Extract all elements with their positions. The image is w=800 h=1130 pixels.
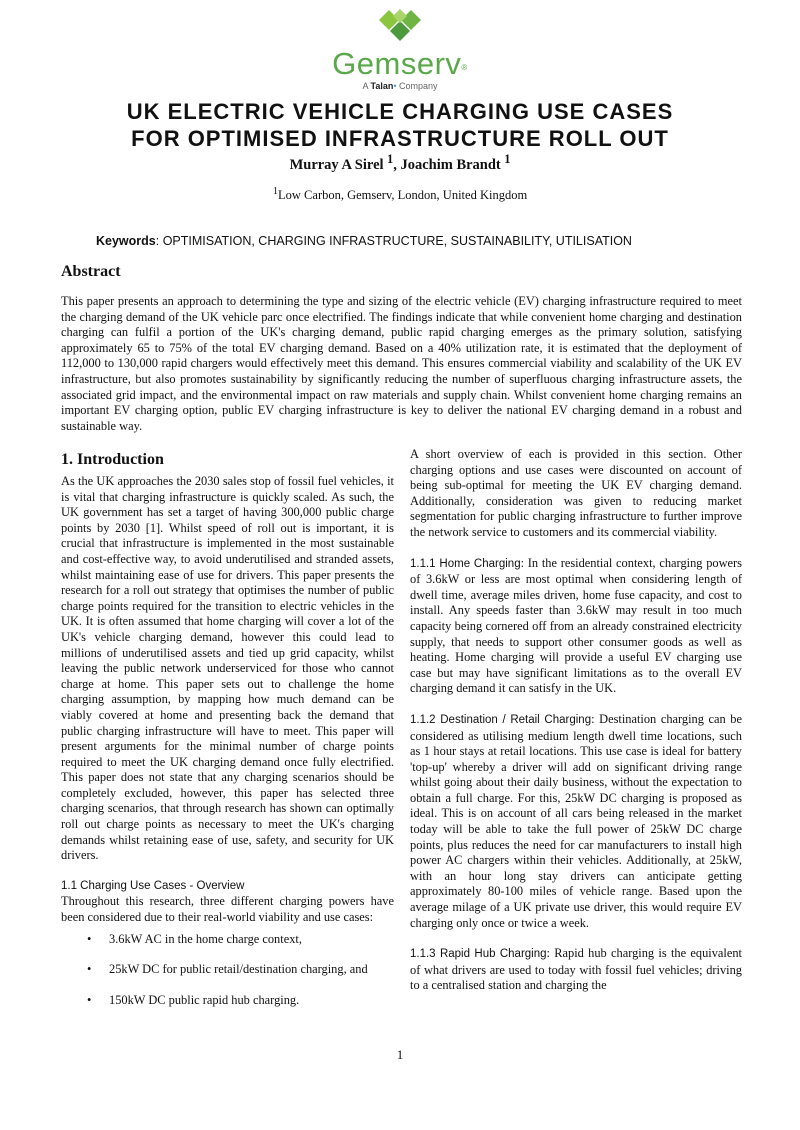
left-column	[61, 450, 394, 1023]
authors: Murray A Sirel $^1$, Joachim Brandt $^1$	[289, 152, 511, 173]
abstract-text: This paper presents an approach to determining the type and sizing of the electric vehicle (EV) charging infrastructure required to meet the charging demand of the UK vehicle parc once electrified. The findings indicate that while convenient home charging and destination charging can fulfil a portion of the UK's charging demand, public rapid charging emerges as the primary solution, satisfying approximately 65 to 75% of the total EV charging demand. Based on a 40% utilization rate, it is estimated that the deployment of 112,000 to 130,000 rapid chargers would effectively meet this demand. This ensures commercial viability and scalability of the UK EV infrastructure, but also promotes sustainability by significantly reducing the number of superfluous charging infrastructure assets, the associated grid impact, and the environmental impact on raw materials and supply chain. Whilst convenient home charging remains an important EV charging option, public EV charging infrastructure is key to deliver the national EV charging demand in a robust and sustainable way.	[61, 294, 742, 433]
gemserv-diamond-icon	[377, 8, 423, 46]
section-heading-introduction: 1. Introduction	[61, 451, 164, 468]
rapid-hub-charging-label: 1.1.3 Rapid Hub Charging	[410, 948, 547, 961]
list-item: • 25kW DC for public retail/destination charging, and	[109, 962, 394, 978]
keywords: Keywords: OPTIMISATION, CHARGING INFRASTRUCTURE, SUSTAINABILITY, UTILISATION	[96, 234, 632, 248]
overview-continued-paragraph: A short overview of each is provided in this section. Other charging options and use cases were discounted on account of being sub-optimal for meeting the UK EV charging demand. Additionally, consideration was given to reducing market segmentation for public charging infrastructure to further improve the network service to customers and its commercial viability.	[410, 447, 742, 539]
destination-charging-label: 1.1.2 Destination / Retail Charging	[410, 713, 592, 726]
affiliation: $^1$Low Carbon, Gemserv, London, United Kingdom	[272, 186, 528, 203]
subsection-heading-overview: 1.1 Charging Use Cases - Overview	[61, 879, 245, 892]
abstract-heading: Abstract	[61, 263, 121, 280]
overview-paragraph: Throughout this research, three different charging powers have been considered due to their real-world viability and use cases:	[61, 894, 394, 925]
right-column	[410, 447, 742, 994]
page-number: 1	[396, 1047, 404, 1062]
logo-tagline: A Talan• Company	[362, 81, 438, 91]
home-charging-label: 1.1.1 Home Charging	[410, 557, 521, 570]
gemserv-logo	[0, 8, 800, 92]
home-charging-paragraph: 1.1.1 Home Charging: In the residential context, charging powers of 3.6kW or less are most optimal when considering length of dwell time, average miles driven, home fuse capacity, and cost to install. Any speeds faster than 3.6kW may result in too much capacity being cornered off from an already constrained electricity supply, that needs to support other consumer goods as well as heating. Home charging will provide a useful EV charging use case but may have significant limitations as to the overall EV charging demand it can satisfy in the UK.	[410, 555, 742, 696]
destination-charging-paragraph: 1.1.2 Destination / Retail Charging: Destination charging can be considered as utilising medium length dwell time locations, such as 1 hour stays at retail locations. This use case is ideal for battery 'top-up' whereby a driver will add on significant driving range whilst going about their daily business, without the expectation to obtain a full charge. For this, 25kW DC charging is proposed as ideal. This is on account of all cars being released in the market today will be able to take the full power of 25kW DC charge points, plus reduces the need for car manufacturers to install high power AC chargers within their vehicles. Additionally, at 25kW, with an hour long stay drivers can anticipate getting approximately 80-100 miles of vehicle range. Based upon the average milage of a UK private use driver, this would require EV charging only once or twice a week.	[410, 711, 742, 930]
charging-power-list	[61, 932, 394, 1009]
list-item: • 3.6kW AC in the home charge context,	[109, 932, 394, 948]
rapid-hub-charging-paragraph: 1.1.3 Rapid Hub Charging: Rapid hub charging is the equivalent of what drivers are used to today with fossil fuel vehicles; driving to a centralised station and charging the	[410, 946, 742, 993]
intro-paragraph: As the UK approaches the 2030 sales stop of fossil fuel vehicles, it is vital that charging infrastructure is quickly scaled. As such, the UK government has set a target of having 300,000 public charge points by 2030 [1]. Whilst speed of roll out is important, it is crucial that infrastructure is implemented in the most sustainable and cost-effective way, to avoid underutilised and stranded assets, whilst maintaining ease of use for drivers. This paper presents the research for a roll out strategy that optimises the number of public charge points required for the transition to electric vehicles in the UK. It is often assumed that home charging will cover a lot of the UK's vehicle charging demand, however this could lead to millions of underutilised assets and tied up grid capacity, whilst leaving the public network underserviced for those who cannot charge at home. This paper sets out to challenge the home charging assumption, by mapping how much demand can be viably covered at home and presenting back the demand that public charging infrastructure will have to meet. This paper will present arguments for the minimal number of charge points required to meet the UK charging demand once fully electrified. This paper does not state that any charging scenarios should be completely excluded, however, this paper has selected three charging scenarios, that through research has shown can optimally roll out charge points as necessary to meet the UK's charging demands whilst retaining ease of use, safety, and security for UK drivers.	[61, 474, 394, 863]
paper-title: UK ELECTRIC VEHICLE CHARGING USE CASES FOR OPTIMISED INFRASTRUCTURE ROLL OUT	[126, 99, 674, 151]
logo-wordmark: Gemserv®	[332, 46, 468, 81]
list-item: • 150kW DC public rapid hub charging.	[109, 993, 394, 1009]
